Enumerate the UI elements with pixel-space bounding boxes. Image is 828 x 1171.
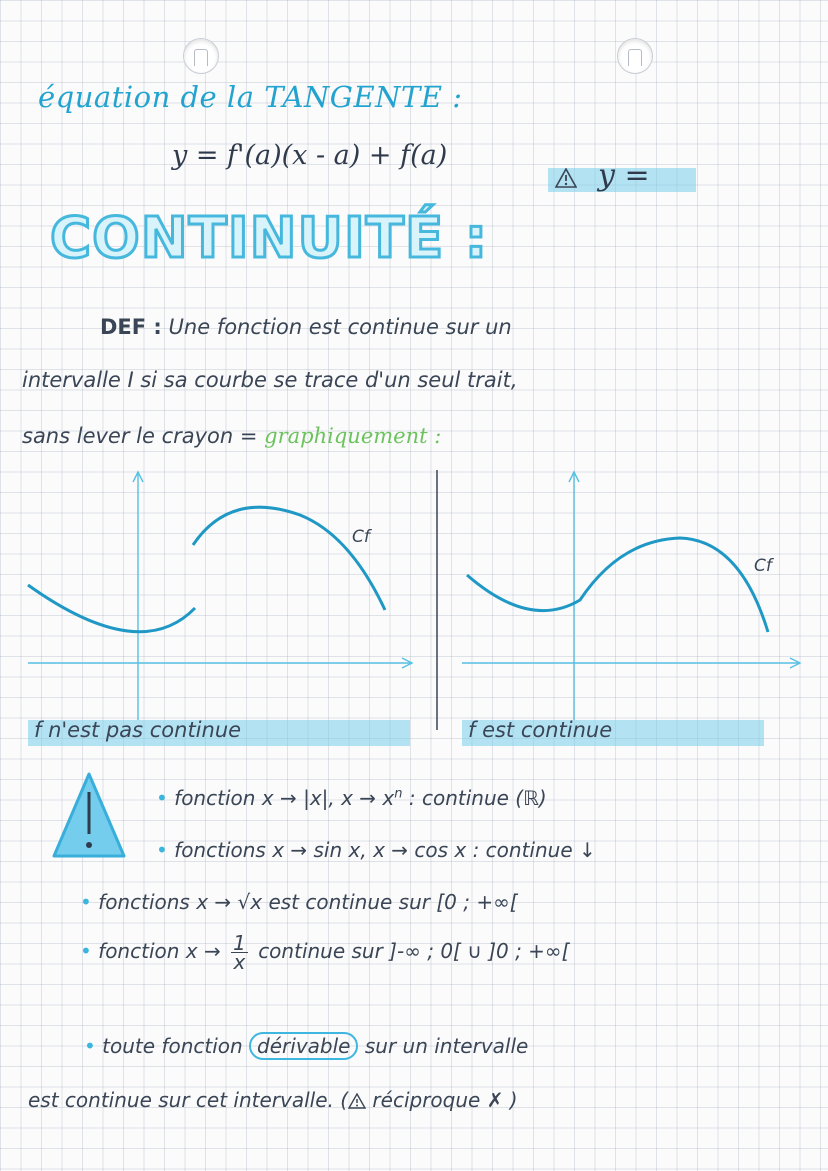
- left-curve-part-1: [28, 585, 195, 632]
- definition-line-1: [100, 315, 512, 339]
- left-caption: f n'est pas continue: [34, 718, 242, 742]
- continuity-title: CONTINUITÉ :: [50, 206, 489, 271]
- definition-label: DEF :: [100, 315, 162, 339]
- note-item-1-a: fonction x → |x|, x → x: [174, 786, 395, 810]
- graphically-label: graphiquement :: [264, 424, 442, 448]
- note-item-4: • fonction x → $\frac{1}{x}$ continue sur ]-∞ ; 0[ ∪ ]0 ; +∞[: [80, 931, 570, 974]
- left-curve-part-2: [193, 507, 385, 610]
- left-curve-label: Cf: [352, 527, 370, 547]
- note-item-5-b: sur un intervalle: [364, 1034, 529, 1058]
- right-caption: f est continue: [468, 718, 613, 742]
- fraction-numerator: 1: [233, 931, 246, 955]
- punch-hole-left: [183, 38, 219, 74]
- right-curve: [467, 538, 768, 632]
- derivable-cloud: dérivable: [249, 1032, 358, 1060]
- right-curve-label: Cf: [754, 556, 772, 576]
- note-item-5: • toute fonction dérivable sur un intervalle: [84, 1034, 529, 1058]
- note-item-1-exponent: n: [394, 786, 403, 802]
- note-item-1-b: : continue (ℝ): [408, 786, 547, 810]
- tangent-formula: y = f'(a)(x - a) + f(a): [172, 140, 448, 171]
- note-item-2: • fonctions x → sin x, x → cos x : continue ↓: [156, 838, 596, 862]
- fraction-one-over-x: [231, 931, 248, 974]
- tangent-warning-text: y =: [598, 158, 650, 193]
- definition-text-3: sans lever le crayon =: [22, 424, 258, 448]
- note-item-3-text: fonctions x → √x est continue sur [0 ; +∞[: [98, 890, 518, 914]
- note-item-5-a: toute fonction: [102, 1034, 243, 1058]
- continuity-graphs: [0, 460, 828, 740]
- tangent-title: équation de la TANGENTE :: [38, 80, 463, 114]
- punch-hole-right: [617, 38, 653, 74]
- definition-line-3: [22, 424, 441, 448]
- definition-text-1: Une fonction est continue sur un: [168, 315, 512, 339]
- note-item-4-b: continue sur ]-∞ ; 0[ ∪ ]0 ; +∞[: [258, 939, 570, 963]
- note-item-4-a: fonction x →: [98, 939, 221, 963]
- warning-triangle-icon: [555, 168, 577, 192]
- note-item-5-d: réciproque ✗ ): [372, 1088, 518, 1112]
- note-item-1: • fonction x → |x|, $x \to x^n$ : continue (ℝ): [156, 786, 547, 810]
- fraction-denominator: x: [233, 950, 246, 974]
- note-item-3: • fonctions x → √x est continue sur [0 ; +∞[: [80, 890, 518, 914]
- definition-line-2: intervalle I si sa courbe se trace d'un seul trait,: [22, 368, 518, 392]
- note-item-2-text: fonctions x → sin x, x → cos x : continue: [174, 838, 573, 862]
- note-item-5-line-2: [28, 1088, 518, 1114]
- exclamation-warning-icon: [50, 770, 128, 864]
- note-item-5-c: est continue sur cet intervalle. (: [28, 1088, 349, 1112]
- warning-triangle-small-icon: [348, 1090, 366, 1114]
- note-item-2-arrow: ↓: [579, 838, 596, 862]
